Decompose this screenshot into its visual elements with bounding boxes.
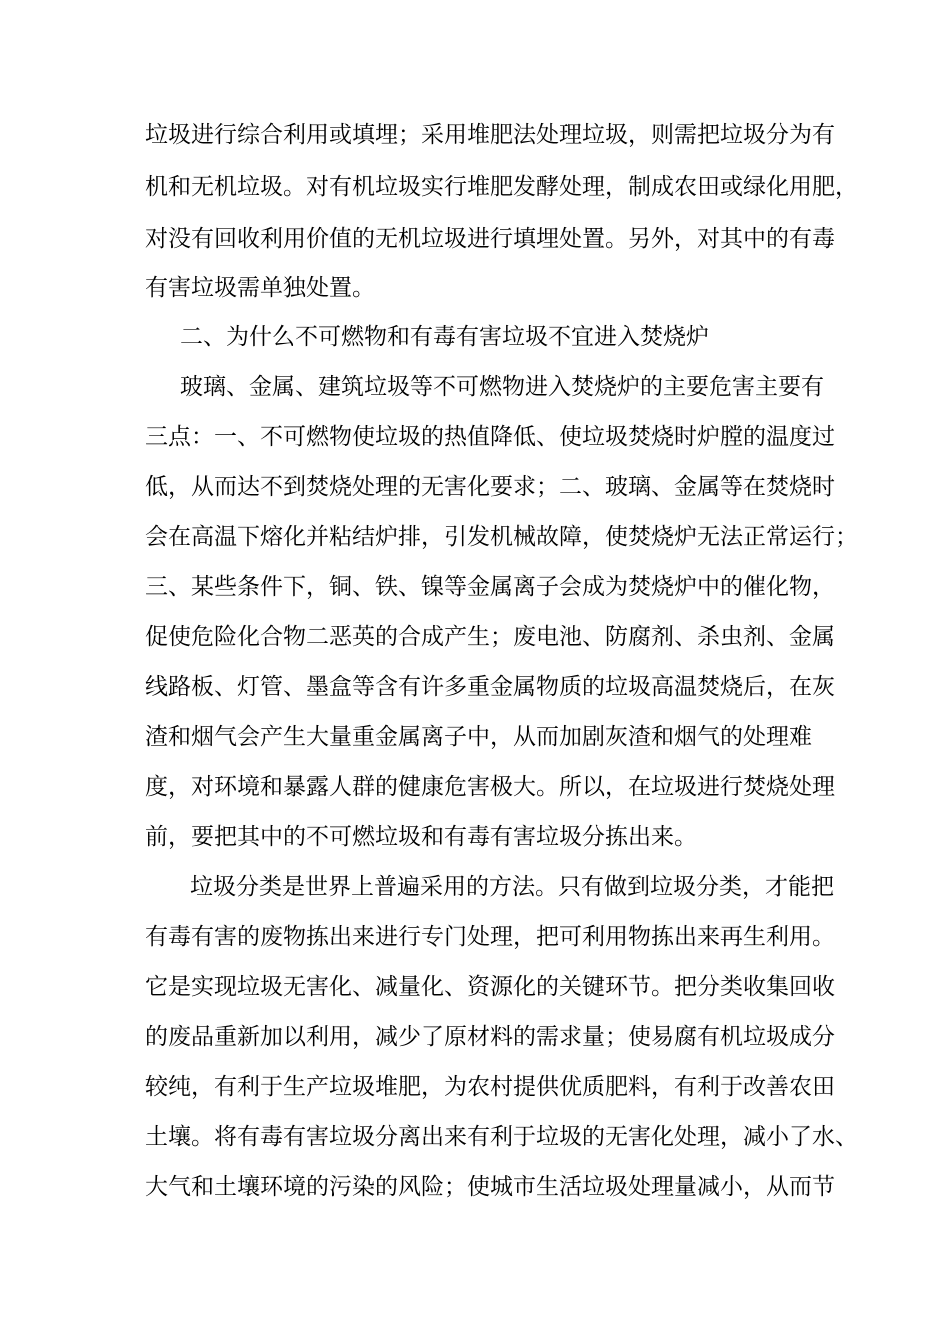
paragraph-line: 有毒有害的废物拣出来进行专门处理，把可利用物拣出来再生利用。: [145, 924, 835, 950]
paragraph-line: 对没有回收利用价值的无机垃圾进行填埋处置。另外，对其中的有毒: [145, 226, 835, 252]
paragraph-line: 的废品重新加以利用，减少了原材料的需求量；使易腐有机垃圾成分: [145, 1024, 835, 1050]
paragraph-line: 渣和烟气会产生大量重金属离子中，从而加剧灰渣和烟气的处理难: [145, 724, 812, 750]
paragraph-line: 它是实现垃圾无害化、减量化、资源化的关键环节。把分类收集回收: [145, 974, 835, 1000]
paragraph-line: 垃圾分类是世界上普遍采用的方法。只有做到垃圾分类，才能把: [190, 874, 834, 900]
paragraph-line: 有害垃圾需单独处置。: [145, 275, 375, 301]
paragraph-line: 三点：一、不可燃物使垃圾的热值降低、使垃圾焚烧时炉膛的温度过: [145, 424, 835, 450]
paragraph-line: 促使危险化合物二恶英的合成产生；废电池、防腐剂、杀虫剂、金属: [145, 624, 835, 650]
paragraph-line: 大气和土壤环境的污染的风险；使城市生活垃圾处理量减小，从而节: [145, 1174, 835, 1200]
paragraph-line: 垃圾进行综合利用或填埋；采用堆肥法处理垃圾，则需把垃圾分为有: [145, 122, 835, 148]
paragraph-line: 玻璃、金属、建筑垃圾等不可燃物进入焚烧炉的主要危害主要有: [180, 374, 824, 400]
paragraph-line: 土壤。将有毒有害垃圾分离出来有利于垃圾的无害化处理，减小了水、: [145, 1124, 858, 1150]
paragraph-line: 会在高温下熔化并粘结炉排，引发机械故障，使焚烧炉无法正常运行；: [145, 524, 858, 550]
paragraph-line: 三、某些条件下，铜、铁、镍等金属离子会成为焚烧炉中的催化物，: [145, 574, 835, 600]
section-heading: 二、为什么不可燃物和有毒有害垃圾不宜进入焚烧炉: [180, 324, 709, 350]
paragraph-line: 较纯，有利于生产垃圾堆肥，为农村提供优质肥料，有利于改善农田: [145, 1074, 835, 1100]
paragraph-line: 前，要把其中的不可燃垃圾和有毒有害垃圾分拣出来。: [145, 824, 697, 850]
paragraph-line: 低，从而达不到焚烧处理的无害化要求；二、玻璃、金属等在焚烧时: [145, 474, 835, 500]
paragraph-line: 机和无机垃圾。对有机垃圾实行堆肥发酵处理，制成农田或绿化用肥，: [145, 174, 858, 200]
paragraph-line: 线路板、灯管、墨盒等含有许多重金属物质的垃圾高温焚烧后，在灰: [145, 674, 835, 700]
paragraph-line: 度，对环境和暴露人群的健康危害极大。所以，在垃圾进行焚烧处理: [145, 774, 835, 800]
